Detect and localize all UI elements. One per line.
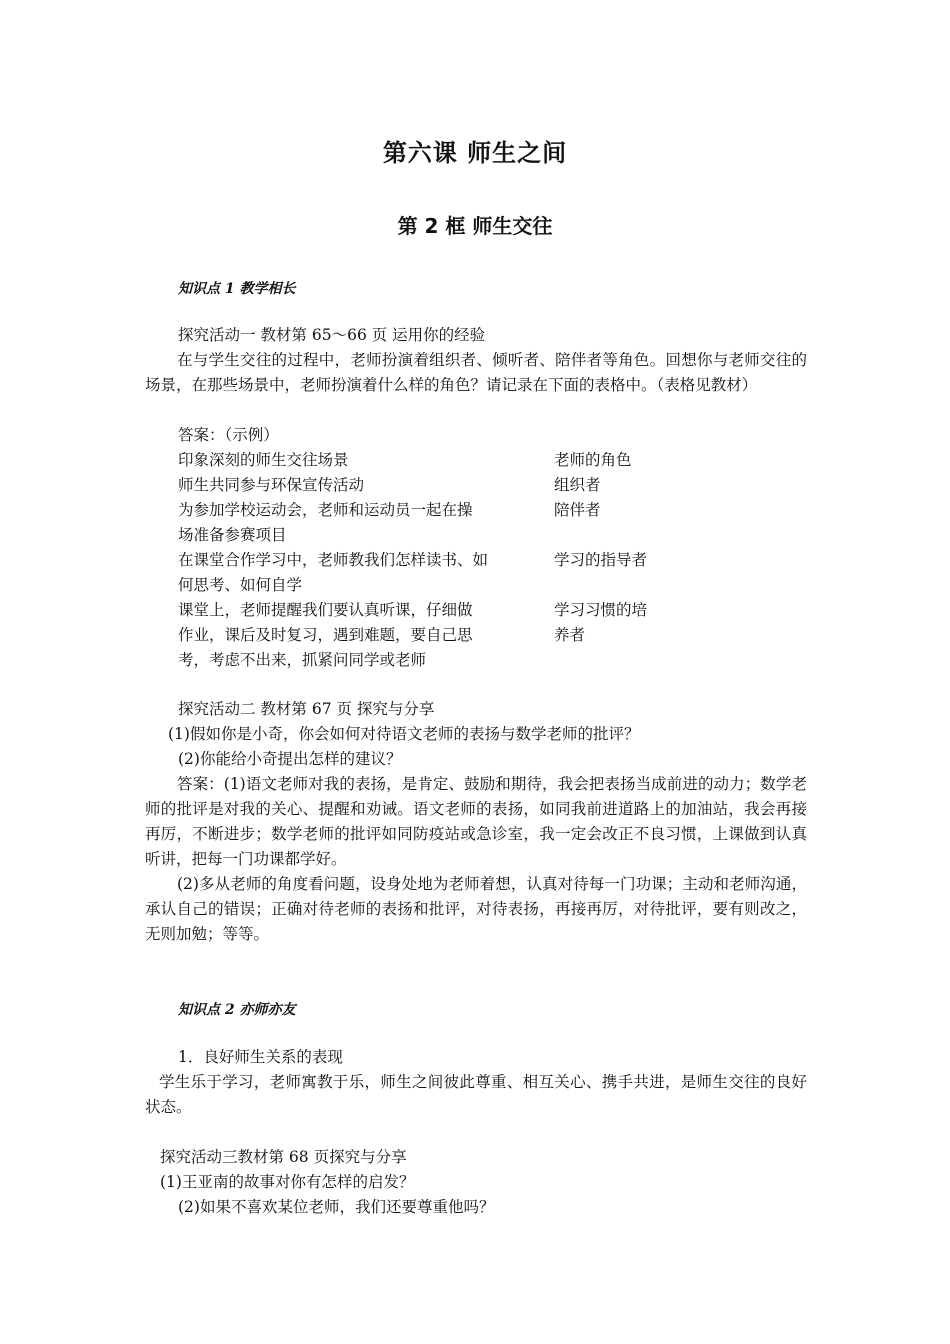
point-1-heading: 1．良好师生关系的表现 [178,1048,343,1066]
section-title: 第 2 框 师生交往 [397,214,553,238]
table-cell-scene: 课堂上，老师提醒我们要认真听课，仔细做作业，课后及时复习，遇到难题，要自己思考，考虑不出来，抓紧问同学或老师 [178,601,473,669]
table-row [178,598,738,673]
activity-3-question-1: (1)王亚南的故事对你有怎样的启发？ [160,1173,415,1191]
table-cell-role: 老师的角色 [554,451,632,469]
point-1-text: 学生乐于学习，老师寓教于乐，师生之间彼此尊重、相互关心、携手共进，是师生交往的良好状态。 [145,1073,807,1116]
table-cell-scene: 印象深刻的师生交往场景 [178,451,349,469]
table-row [178,448,738,473]
activity-3-header: 探究活动三教材第 68 页探究与分享 [160,1148,407,1166]
table-row [178,498,738,548]
table-cell-scene: 在课堂合作学习中，老师教我们怎样读书、如何思考、如何自学 [178,551,489,594]
lesson-title: 第六课 师生之间 [382,139,568,167]
activity-3-question-2: (2)如果不喜欢某位老师，我们还要尊重他吗？ [178,1198,495,1216]
table-cell-role: 学习的指导者 [554,551,648,569]
roles-table [178,448,738,673]
table-row [178,548,738,598]
activity-1-text: 在与学生交往的过程中，老师扮演着组织者、倾听者、陪伴者等角色。回想你与老师交往的场景，在那些场景中，老师扮演着什么样的角色？请记录在下面的表格中。（表格见教材） [145,351,807,394]
table-cell-role: 学习习惯的培养者 [554,601,648,644]
activity-1-header: 探究活动一 教材第 65～66 页 运用你的经验 [178,326,486,344]
table-cell-role: 组织者 [554,476,601,494]
answer-label: 答案：（示例） [178,426,279,444]
activity-2-answer-1: 答案：(1)语文老师对我的表扬，是肯定、鼓励和期待，我会把表扬当成前进的动力；数学老师的批评是对我的关心、提醒和劝诫。语文老师的表扬，如同我前进道路上的加油站，我会再接再厉，不断进步；数学老师的批评如同防疫站或急诊室，我一定会改正不良习惯，上课做到认真听讲，把每一门功课都学好。 [145,775,807,868]
table-row [178,473,738,498]
knowledge-point-1-heading: 知识点 1 教学相长 [178,281,296,297]
knowledge-point-2-heading: 知识点 2 亦师亦友 [178,1002,296,1018]
activity-2-question-2: (2)你能给小奇提出怎样的建议？ [178,750,402,768]
activity-2-question-1: (1)假如你是小奇，你会如何对待语文老师的表扬与数学老师的批评？ [168,725,640,743]
table-cell-scene: 为参加学校运动会，老师和运动员一起在操场准备参赛项目 [178,501,473,544]
table-cell-role: 陪伴者 [554,501,601,519]
activity-2-header: 探究活动二 教材第 67 页 探究与分享 [178,700,435,718]
activity-2-answer-2: (2)多从老师的角度看问题，设身处地为老师着想，认真对待每一门功课；主动和老师沟通，承认自己的错误；正确对待老师的表扬和批评，对待表扬，再接再厉，对待批评，要有则改之，无则加勉；等等。 [145,875,807,943]
table-cell-scene: 师生共同参与环保宣传活动 [178,476,365,494]
